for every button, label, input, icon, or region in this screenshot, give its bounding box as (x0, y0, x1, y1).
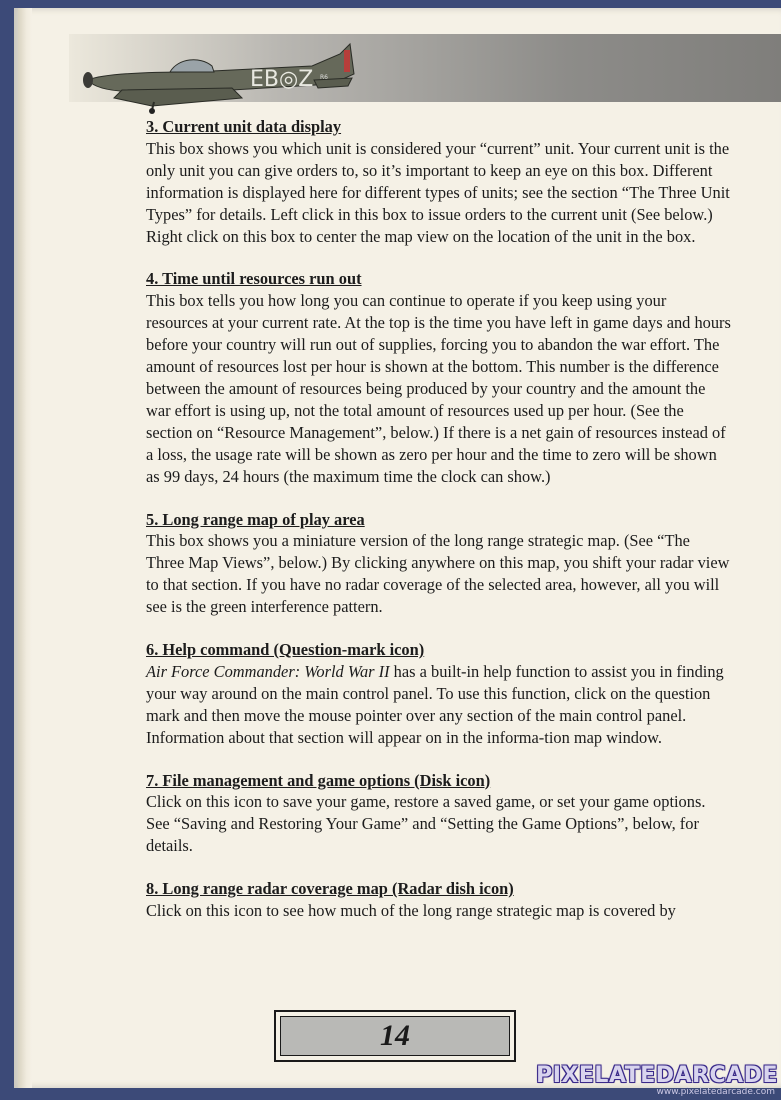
section-body: Click on this icon to save your game, restore a saved game, or set your game options. See “Saving and Restoring Your Game” and “Setting the Game Options”, below, for details. (146, 792, 706, 856)
page-number-box (274, 1010, 516, 1062)
plane-serial: R6 (320, 74, 328, 81)
section-radar-coverage (146, 878, 731, 922)
section-body: This box tells you how long you can continue to operate if you keep using your resources at your current rate. At the top is the time you have left in game days and hours before your country will run out of supplies, forcing you to abandon the war effort. The amount of resources lost per hour is shown at the bottom. This number is the difference between the amount of resources being produced by your country and the amount the war effort is using up, not the total amount of resources used up per hour. (See the section on “Resource Management”, below.) If there is a net gain of resources instead of a loss, the usage rate will be shown as zero per hour and the time to zero will be shown as 99 days, 24 hours (the maximum time the clock can show.) (146, 291, 731, 486)
watermark-url: www.pixelatedarcade.com (656, 1087, 775, 1097)
section-time-resources (146, 268, 731, 487)
section-body-text: has a built-in help function to assist you in finding your way around on the main control panel. To use this function, click on the question mark and then move the mouse pointer over any section of the main control panel. Information about that section will appear on in the informa-tion map window. (146, 661, 724, 747)
section-heading: 7. File management and game options (Disk icon) (146, 770, 491, 790)
page-content (146, 116, 731, 943)
section-heading: 3. Current unit data display (146, 117, 342, 136)
section-heading: 6. Help command (Question-mark icon) (146, 640, 425, 660)
section-body (146, 661, 731, 749)
plane-markings: EB◎Z (250, 67, 314, 92)
section-heading: 4. Time until resources run out (146, 269, 362, 289)
spitfire-illustration (82, 36, 357, 116)
section-heading: 8. Long range radar coverage map (Radar dish icon) (146, 879, 514, 899)
section-body: This box shows you which unit is considered your “current” unit. Your current unit is the only unit you can give orders to, so it’s important to keep an eye on this box. Different information is displayed here for different types of units; see the section “The Three Unit Types” for details. Left click in this box to issue orders to the current unit (See below.) Right click on this box to center the map view on the location of the unit in the box. (146, 138, 730, 246)
section-file-management (146, 770, 731, 858)
manual-page (14, 8, 781, 1088)
section-body: This box shows you a miniature version of the long range strategic map. (See “The Three Map Views”, below.) By clicking anywhere on this map, you shift your radar view to that section. If you have no radar coverage of the selected area, however, all you will see is the green interference pattern. (146, 531, 730, 617)
section-current-unit (146, 116, 731, 247)
section-long-range-map (146, 509, 731, 619)
section-body: Click on this icon to see how much of the long range strategic map is covered by (146, 901, 676, 921)
section-heading: 5. Long range map of play area (146, 509, 365, 529)
page-number: 14 (280, 1016, 510, 1056)
watermark-logo: PIXELATEDARCADE (536, 1063, 778, 1088)
section-help-command (146, 639, 731, 749)
game-title: Air Force Commander: World War II (146, 661, 390, 681)
